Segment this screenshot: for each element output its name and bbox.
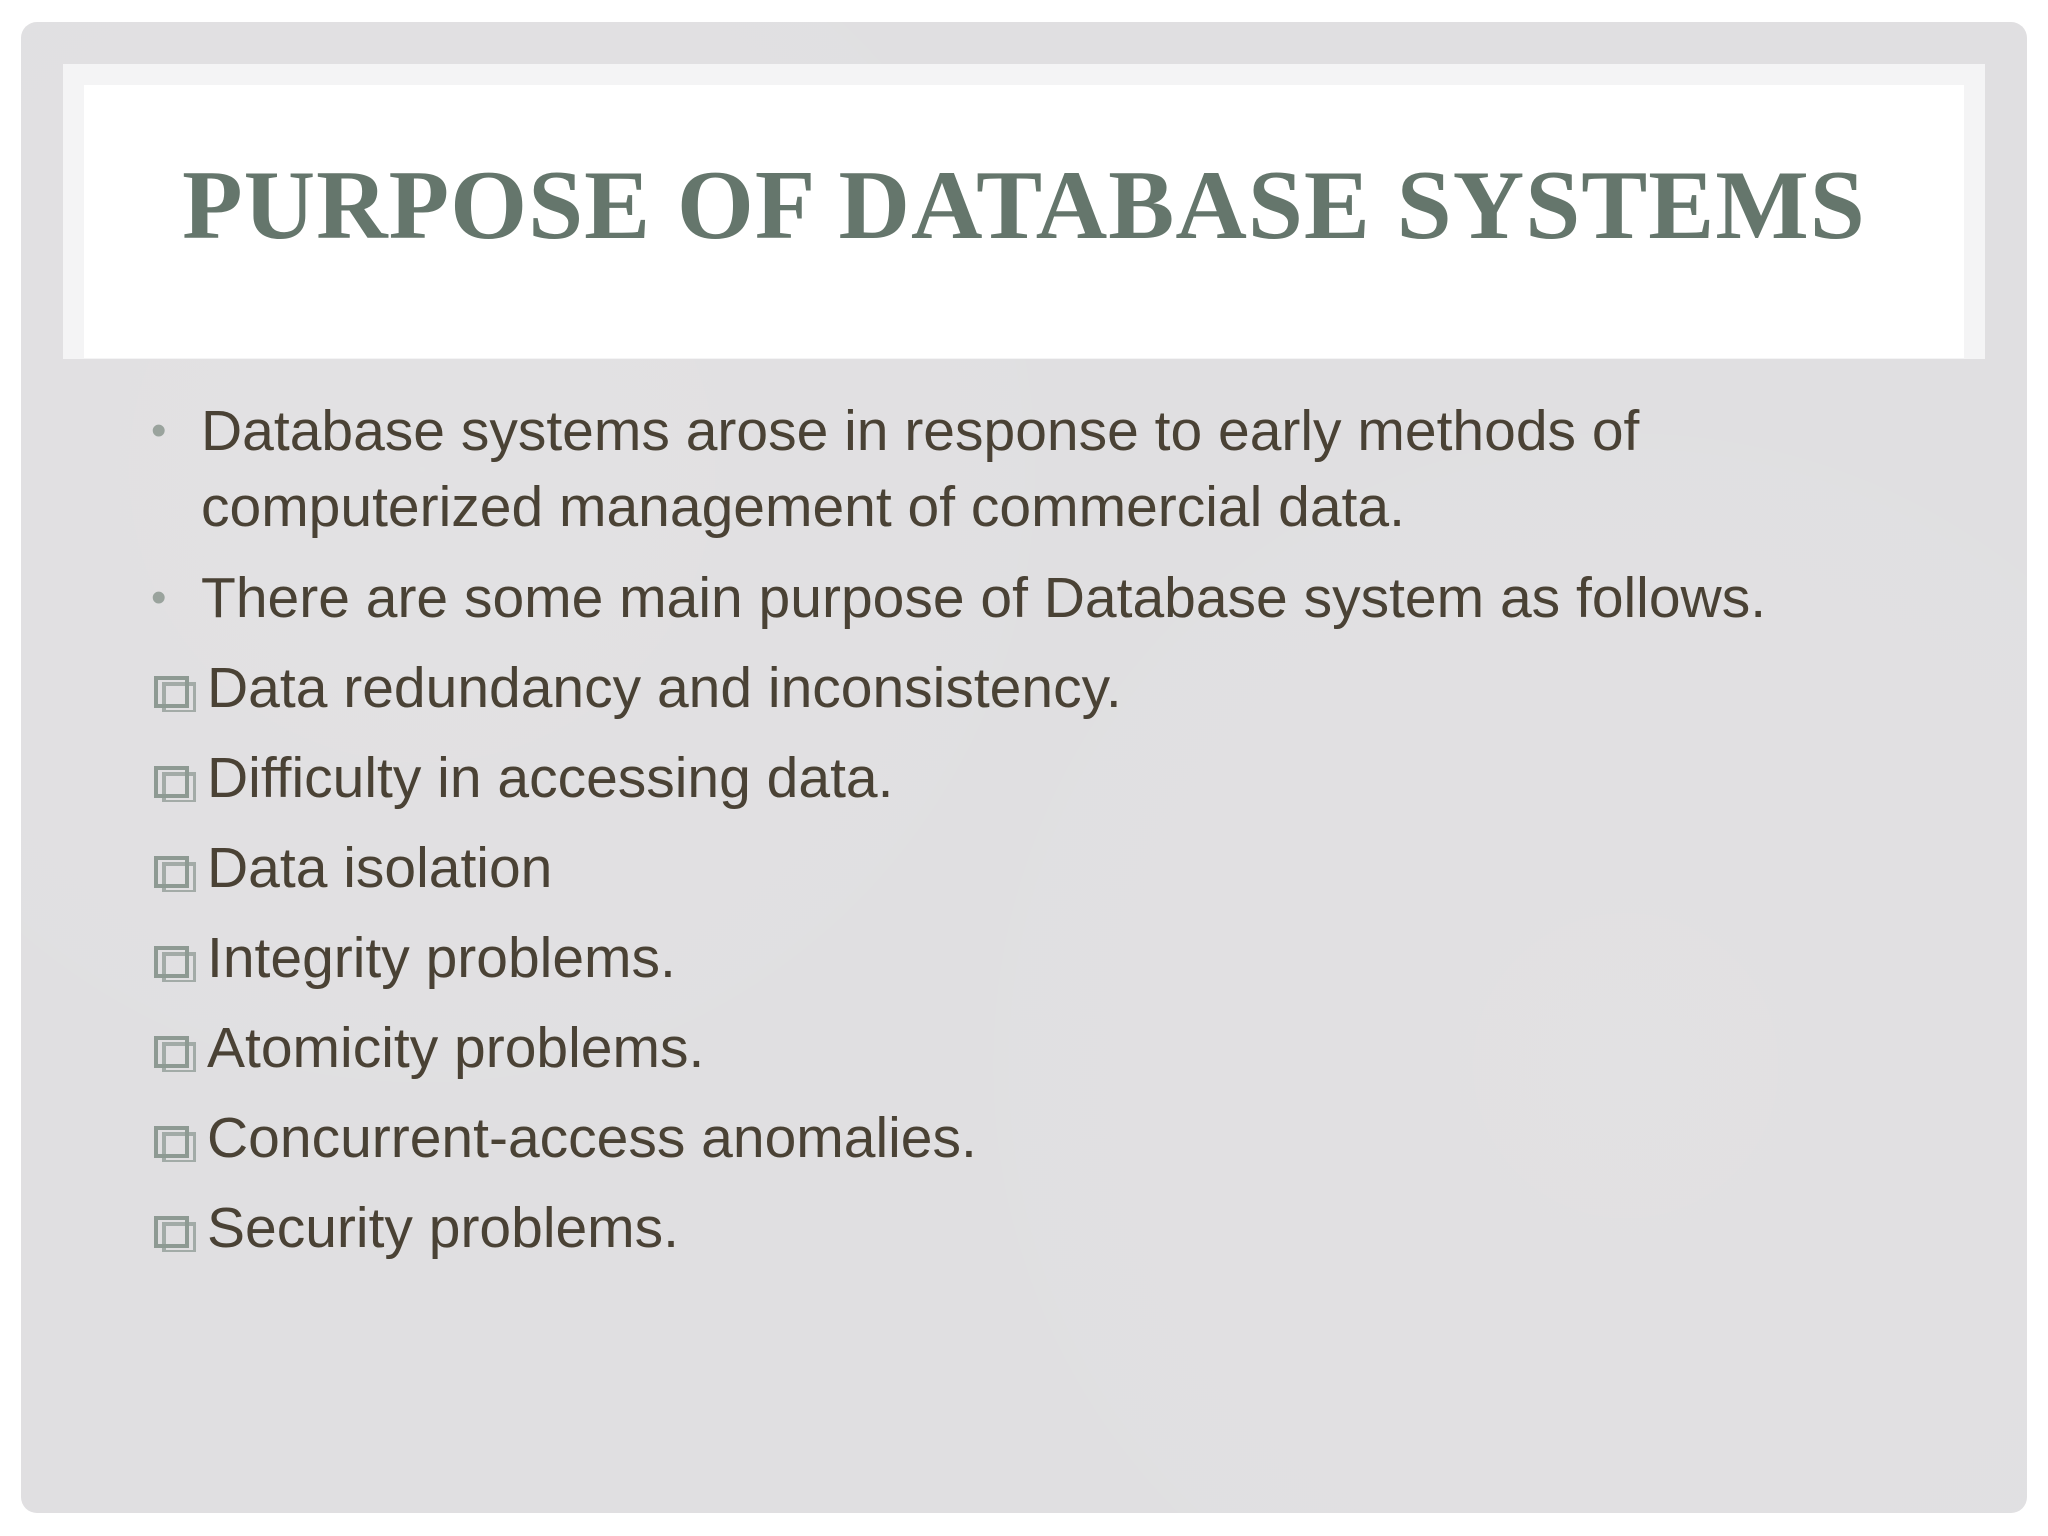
checkbox-square-icon — [152, 1034, 196, 1072]
checklist-item — [152, 1100, 1852, 1176]
checklist-item-label: Difficulty in accessing data. — [207, 746, 894, 810]
checklist-item-label: Security problems. — [207, 1196, 680, 1260]
slide — [21, 22, 2027, 1513]
bullet-dot-icon: • — [151, 406, 167, 455]
bullet-text: Database systems arose in response to early methods of computerized management of commercial data. — [201, 399, 1640, 539]
checklist-item — [152, 1190, 1852, 1266]
checkbox-square-icon — [152, 944, 196, 982]
checklist-item — [152, 1010, 1852, 1086]
bullet-dot-icon: • — [151, 573, 167, 622]
checkbox-square-icon — [152, 764, 196, 802]
checklist-item-label: Data redundancy and inconsistency. — [207, 656, 1122, 720]
checkbox-square-icon — [152, 1124, 196, 1162]
checklist-item-label: Integrity problems. — [207, 926, 676, 990]
checklist-item — [152, 650, 1852, 726]
bullet-item — [151, 393, 1951, 545]
checklist-item — [152, 830, 1852, 906]
checklist-item — [152, 740, 1852, 816]
checklist-item-label: Concurrent-access anomalies. — [207, 1106, 977, 1170]
checklist-item — [152, 920, 1852, 996]
checkbox-square-icon — [152, 854, 196, 892]
checklist-item-label: Data isolation — [207, 836, 553, 900]
slide-content — [21, 22, 2027, 1513]
bullet-text: There are some main purpose of Database system as follows. — [201, 566, 1767, 630]
checkbox-square-icon — [152, 1214, 196, 1252]
slide-title: PURPOSE OF DATABASE SYSTEMS — [182, 151, 1866, 260]
checklist-item-label: Atomicity problems. — [207, 1016, 705, 1080]
checkbox-square-icon — [152, 674, 196, 712]
bullet-item — [151, 560, 1951, 636]
